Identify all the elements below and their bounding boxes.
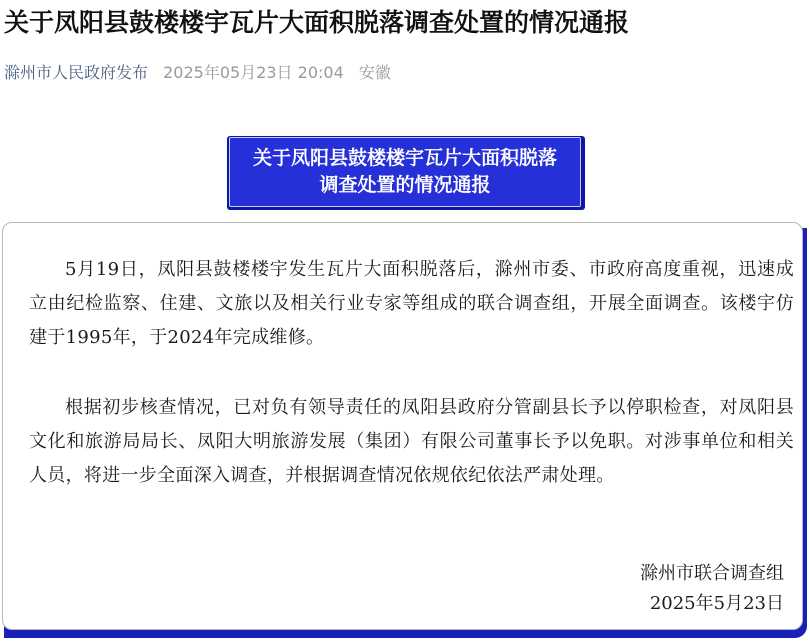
banner-line-1: 关于凤阳县鼓楼楼宇瓦片大面积脱落 [252, 147, 557, 169]
signature-organization: 滁州市联合调查组 [640, 563, 784, 584]
notice-paragraph-2: 根据初步核查情况，已对负有领导责任的凤阳县政府分管副县长予以停职检查，对凤阳县文化和旅游局局长、凤阳大明旅游发展（集团）有限公司董事长予以免职。对涉事单位和相关人员，将进一步全面深入调查，并根据调查情况依规依纪依法严肃处理。 [29, 397, 794, 486]
publisher-link[interactable]: 滁州市人民政府发布 [4, 63, 149, 82]
article-title: 关于凤阳县鼓楼楼宇瓦片大面积脱落调查处置的情况通报 [4, 8, 630, 37]
signature-date: 2025年5月23日 [649, 593, 784, 614]
banner-line-2: 调查处置的情况通报 [319, 174, 491, 196]
notice-card [2, 222, 803, 630]
publish-region: 安徽 [358, 63, 391, 82]
notice-paragraph-1: 5月19日，凤阳县鼓楼楼宇发生瓦片大面积脱落后，滁州市委、市政府高度重视，迅速成立由纪检监察、住建、文旅以及相关行业专家等组成的联合调查组，开展全面调查。该楼宇仿建于1995年，于2024年完成维修。 [29, 259, 794, 348]
publish-datetime: 2025年05月23日 20:04 [163, 63, 344, 82]
notice-banner [229, 137, 581, 207]
article-meta [4, 61, 391, 85]
